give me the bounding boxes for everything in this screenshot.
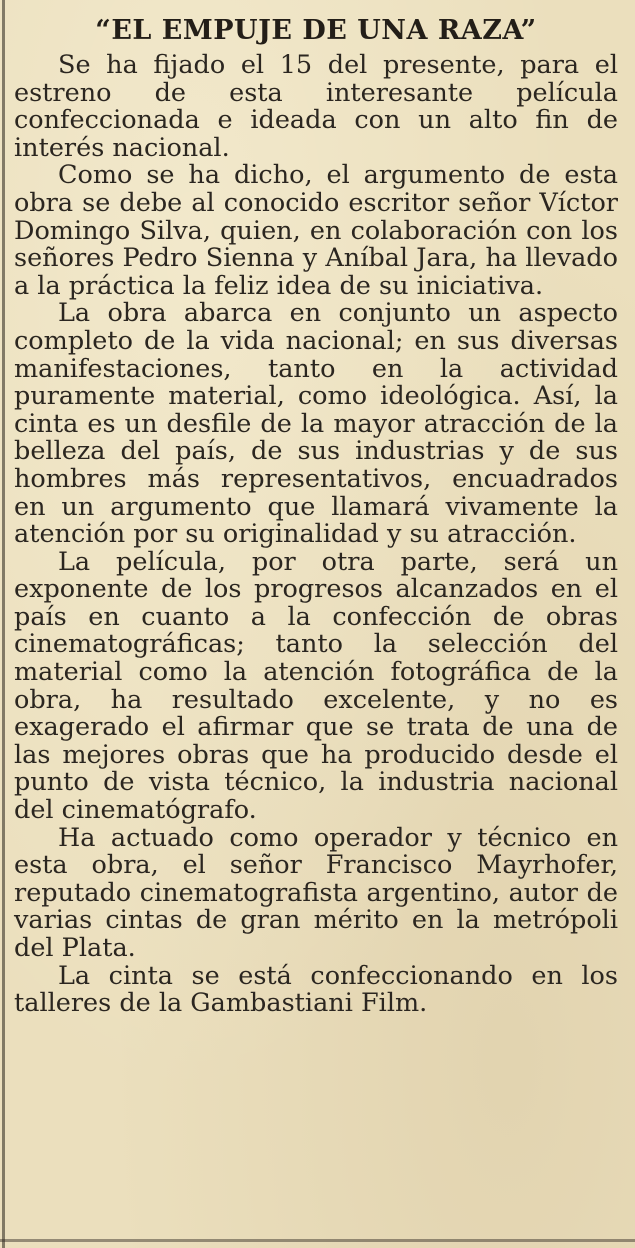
- article-paragraph: La obra abarca en conjunto un aspecto completo de la vida nacional; en sus diversas manifestaciones, tanto en la actividad puramente material, como ideológica. Así, la cinta es un desfile de la mayor atracción de la belleza del país, de sus industrias y de sus hombres más representativos, encuadrados en un argumento que llamará vivamente la atención por su originalidad y su atracción.: [14, 298, 618, 550]
- article-headline: “EL EMPUJE DE UNA RAZA”: [95, 15, 537, 46]
- article-paragraph: Se ha fijado el 15 del presente, para el estreno de esta interesante película confeccionada e ideada con un alto fin de interés nacional.: [14, 50, 618, 163]
- article-paragraph: La película, por otra parte, será un exponente de los progresos alcanzados en el país en cuanto a la confección de obras cinematográficas; tanto la selección del material como la atención fotográfica de la obra, ha resultado excelente, y no es exagerado el afirmar que se trata de una de las mejores obras que ha producido desde el punto de vista técnico, la industria nacional del cinematógrafo.: [14, 546, 618, 826]
- news-article: [14, 14, 618, 1018]
- column-rule: [2, 0, 5, 1248]
- article-paragraph: Como se ha dicho, el argumento de esta obra se debe al conocido escritor señor Víctor Domingo Silva, quien, en colaboración con los señores Pedro Sienna y Aníbal Jara, ha llevado a la práctica la feliz idea de su iniciativa.: [14, 160, 618, 301]
- bottom-rule: [0, 1239, 635, 1242]
- article-paragraph: La cinta se está confeccionando en los talleres de la Gambastiani Film.: [14, 960, 618, 1019]
- article-paragraph: Ha actuado como operador y técnico en esta obra, el señor Francisco Mayrhofer, reputado cinematografista argentino, autor de varias cintas de gran mérito en la metrópoli del Plata.: [14, 822, 618, 963]
